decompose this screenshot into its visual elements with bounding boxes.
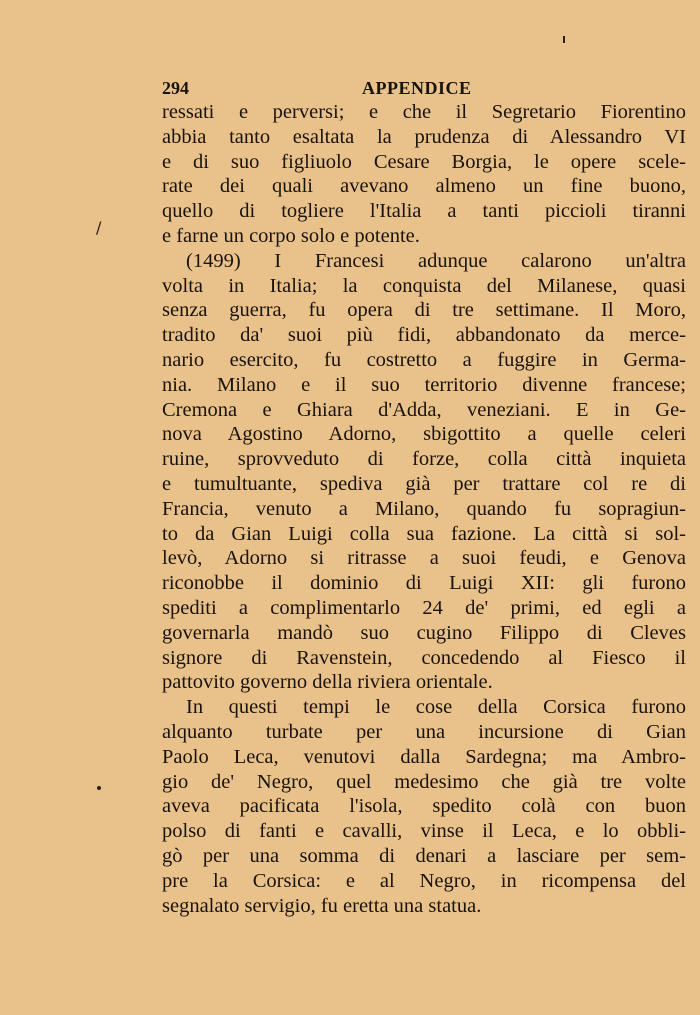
text-line: nario esercito, fu costretto a fuggire in Germa- [162, 348, 686, 371]
text-line: segnalato servigio, fu eretta una statua. [162, 894, 482, 917]
text-line: Francia, venuto a Milano, quando fu sopragiun- [162, 497, 686, 520]
text-line: e farne un corpo solo e potente. [162, 224, 420, 247]
text-line: abbia tanto esaltata la prudenza di Alessandro VI [162, 125, 686, 148]
text-line: aveva pacificata l'isola, spedito colà con buon [162, 795, 686, 818]
body-text [162, 100, 686, 918]
margin-dot-mark [97, 786, 101, 790]
text-line: pre la Corsica: e al Negro, in ricompensa del [162, 869, 686, 892]
text-line: nova Agostino Adorno, sbigottito a quelle celeri [162, 423, 686, 446]
text-line: signore di Ravenstein, concedendo al Fiesco il [162, 646, 686, 669]
text-line: riconobbe il dominio di Luigi XII: gli furono [162, 572, 686, 595]
text-line: e di suo figliuolo Cesare Borgia, le opere scele- [162, 150, 686, 173]
text-line: to da Gian Luigi colla sua fazione. La città si sol- [162, 522, 686, 545]
text-line: ruine, sprovveduto di forze, colla città inquieta [162, 448, 686, 471]
text-line: levò, Adorno si ritrasse a suoi feudi, e Genova [162, 547, 686, 570]
text-line: gò per una somma di denari a lasciare per sem- [162, 844, 686, 867]
text-line: nia. Milano e il suo territorio divenne francese; [162, 373, 686, 396]
text-line: rate dei quali avevano almeno un fine buono, [162, 175, 686, 198]
text-line: e tumultuante, spediva già per trattare col re di [162, 472, 686, 495]
text-line: volta in Italia; la conquista del Milanese, quasi [162, 274, 686, 297]
text-line: (1499) I Francesi adunque calarono un'altra [186, 249, 686, 272]
text-line: ressati e perversi; e che il Segretario Fiorentino [162, 101, 686, 123]
text-line: governarla mandò suo cugino Filippo di Cleves [162, 621, 686, 644]
text-line: Paolo Leca, venutovi dalla Sardegna; ma Ambro- [162, 745, 686, 768]
running-head-title: APPENDICE [362, 78, 472, 98]
margin-slash-mark: / [96, 218, 102, 237]
text-line: In questi tempi le cose della Corsica furono [186, 696, 686, 719]
text-line: gio de' Negro, quel medesimo che già tre volte [162, 770, 686, 793]
text-line: polso di fanti e cavalli, vinse il Leca, e lo obbli- [162, 820, 686, 843]
text-line: spediti a complimentarlo 24 de' primi, ed egli a [162, 596, 686, 619]
page-number: 294 [162, 78, 189, 98]
margin-tick-mark [563, 36, 565, 43]
text-line: senza guerra, fu opera di tre settimane. Il Moro, [162, 299, 686, 322]
text-line: tradito da' suoi più fidi, abbandonato da merce- [162, 324, 686, 347]
text-line: quello di togliere l'Italia a tanti piccioli tiranni [162, 200, 686, 223]
text-line: pattovito governo della riviera orientale. [162, 671, 493, 694]
text-line: alquanto turbate per una incursione di Gian [162, 720, 686, 743]
text-line: Cremona e Ghiara d'Adda, veneziani. E in Ge- [162, 398, 686, 421]
